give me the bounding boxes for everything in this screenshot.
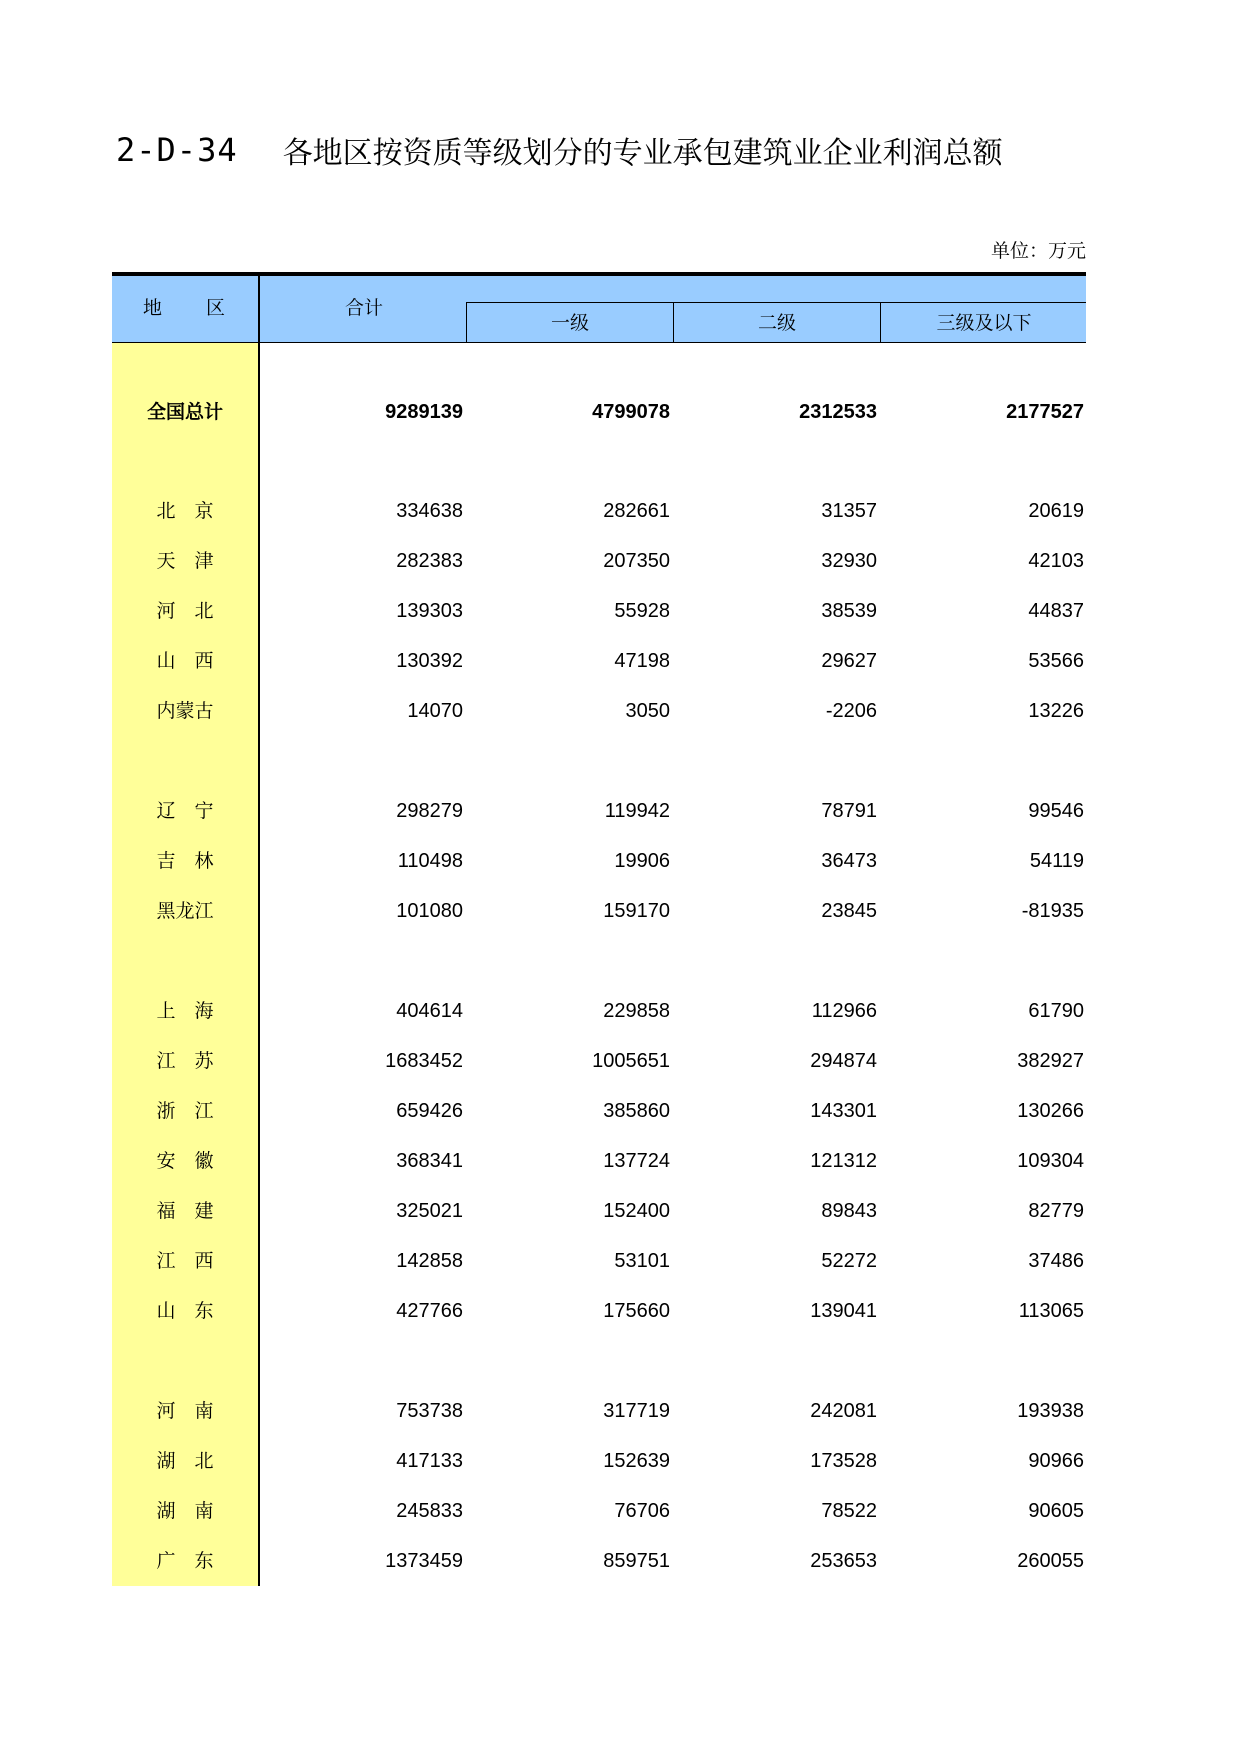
row-region: 天 津: [156, 550, 214, 572]
row-total: 130392: [396, 650, 463, 672]
row-level1: 207350: [603, 550, 670, 572]
row-level1: 282661: [603, 500, 670, 522]
row-level3: 61790: [1028, 1000, 1084, 1022]
table-row: [112, 1386, 1086, 1436]
row-level1: 229858: [603, 1000, 670, 1022]
row-level1: 152639: [603, 1450, 670, 1472]
table-row: [112, 1136, 1086, 1186]
table-row: [112, 1286, 1086, 1336]
row-level1: 19906: [614, 850, 670, 872]
row-level2: 242081: [810, 1400, 877, 1422]
row-region: 辽 宁: [156, 800, 214, 822]
row-level2: 89843: [821, 1200, 877, 1222]
row-level1: 55928: [614, 600, 670, 622]
row-region: 江 西: [156, 1250, 214, 1272]
row-region: 上 海: [156, 1000, 214, 1022]
row-level1: 385860: [603, 1100, 670, 1122]
table-row: [112, 986, 1086, 1036]
row-level3: 130266: [1017, 1100, 1084, 1122]
row-total: 325021: [396, 1200, 463, 1222]
row-total: 245833: [396, 1500, 463, 1522]
row-total: 368341: [396, 1150, 463, 1172]
row-total: 110498: [397, 850, 463, 872]
row-level2: 38539: [821, 600, 877, 622]
row-level2: 52272: [821, 1250, 877, 1272]
table-header: [112, 276, 1086, 343]
row-level1: 47198: [614, 650, 670, 672]
header-subrow: [466, 302, 1086, 343]
row-total: 334638: [396, 500, 463, 522]
table-row: [112, 1436, 1086, 1486]
row-total: 139303: [396, 600, 463, 622]
row-region: 河 北: [156, 600, 214, 622]
row-level1: 76706: [614, 1500, 670, 1522]
row-level2: 294874: [810, 1050, 877, 1072]
table-row: [112, 1536, 1086, 1586]
row-level3: 53566: [1028, 650, 1084, 672]
row-region: 广 东: [156, 1550, 214, 1572]
row-level2: 31357: [821, 500, 877, 522]
row-region: 安 徽: [156, 1150, 214, 1172]
row-level3: 54119: [1029, 850, 1084, 872]
row-region: 江 苏: [156, 1050, 214, 1072]
row-region: 北 京: [156, 500, 214, 522]
row-level2: 112966: [811, 1000, 877, 1022]
row-total: 753738: [396, 1400, 463, 1422]
row-total: 404614: [396, 1000, 463, 1022]
row-region: 吉 林: [156, 850, 214, 872]
row-level3: 90966: [1028, 1450, 1084, 1472]
row-level1: 137724: [603, 1150, 670, 1172]
row-level1: 1005651: [592, 1050, 670, 1072]
table-row: [112, 786, 1086, 836]
header-level3: 三级及以下: [880, 303, 1087, 343]
table-row: [112, 1186, 1086, 1236]
row-level2: 78522: [821, 1500, 877, 1522]
row-level2: -2206: [825, 700, 877, 722]
row-level2: 78791: [821, 800, 877, 822]
row-level3: 90605: [1028, 1500, 1084, 1522]
row-region: 内蒙古: [156, 700, 214, 722]
table-row: [112, 636, 1086, 686]
header-level2: 二级: [673, 303, 880, 343]
row-region: 福 建: [156, 1200, 214, 1222]
row-level3: 382927: [1017, 1050, 1084, 1072]
row-total: 142858: [396, 1250, 463, 1272]
row-level2: 173528: [810, 1450, 877, 1472]
row-level1: 152400: [603, 1200, 670, 1222]
row-level2: 32930: [821, 550, 877, 572]
row-level2: 36473: [821, 850, 877, 872]
row-total: 1373459: [385, 1550, 463, 1572]
row-total: 282383: [396, 550, 463, 572]
row-region: 山 西: [156, 650, 214, 672]
row-level3: 82779: [1028, 1200, 1084, 1222]
row-level2: 139041: [810, 1300, 877, 1322]
row-level2: 121312: [810, 1150, 877, 1172]
row-level3: 37486: [1028, 1250, 1084, 1272]
table-row-national-total: [112, 387, 1086, 437]
unit-label: 单位：万元: [990, 240, 1086, 262]
row-level3: 42103: [1028, 550, 1084, 572]
row-level2: 2312533: [799, 401, 877, 423]
row-region: 山 东: [156, 1300, 214, 1322]
row-level3: 44837: [1028, 600, 1084, 622]
row-level2: 23845: [821, 900, 877, 922]
row-level2: 253653: [810, 1550, 877, 1572]
row-total: 9289139: [385, 401, 463, 423]
table-row: [112, 1086, 1086, 1136]
row-region: 黑龙江: [156, 900, 214, 922]
row-total: 14070: [407, 700, 463, 722]
row-level3: 13226: [1028, 700, 1084, 722]
row-region: 浙 江: [156, 1100, 214, 1122]
row-total: 298279: [396, 800, 463, 822]
row-region: 河 南: [156, 1400, 214, 1422]
row-region: 全国总计: [146, 401, 223, 423]
table-row: [112, 486, 1086, 536]
row-total: 659426: [396, 1100, 463, 1122]
row-region: 湖 南: [156, 1500, 214, 1522]
table-row: [112, 886, 1086, 936]
table-row: [112, 1036, 1086, 1086]
table-row: [112, 1236, 1086, 1286]
header-total: 合计: [344, 297, 383, 319]
row-region: 湖 北: [156, 1450, 214, 1472]
row-level1: 175660: [603, 1300, 670, 1322]
row-level1: 53101: [614, 1250, 670, 1272]
row-level1: 859751: [603, 1550, 670, 1572]
row-level3: 20619: [1028, 500, 1084, 522]
row-level3: 99546: [1028, 800, 1084, 822]
table-row: [112, 536, 1086, 586]
table-row: [112, 1486, 1086, 1536]
row-level1: 4799078: [592, 401, 670, 423]
row-total: 1683452: [385, 1050, 463, 1072]
table-code: 2-D-34: [116, 131, 238, 169]
row-level1: 3050: [625, 700, 670, 722]
row-level1: 159170: [603, 900, 670, 922]
row-total: 427766: [396, 1300, 463, 1322]
table-row: [112, 836, 1086, 886]
row-level3: 113065: [1018, 1300, 1084, 1322]
header-region: 地 区: [142, 297, 227, 319]
row-level2: 143301: [810, 1100, 877, 1122]
table-row: [112, 686, 1086, 736]
row-level3: 193938: [1017, 1400, 1084, 1422]
row-level3: 2177527: [1006, 401, 1084, 423]
row-level3: 109304: [1017, 1150, 1084, 1172]
header-level1: 一级: [466, 303, 673, 343]
row-level3: 260055: [1017, 1550, 1084, 1572]
row-level1: 317719: [603, 1400, 670, 1422]
row-total: 417133: [396, 1450, 463, 1472]
table-row: [112, 586, 1086, 636]
row-level2: 29627: [821, 650, 877, 672]
row-level3: -81935: [1021, 900, 1084, 922]
row-level1: 119942: [604, 800, 670, 822]
page-title: [116, 128, 1003, 172]
row-total: 101080: [396, 900, 463, 922]
table-title: 各地区按资质等级划分的专业承包建筑业企业利润总额: [282, 136, 1003, 171]
